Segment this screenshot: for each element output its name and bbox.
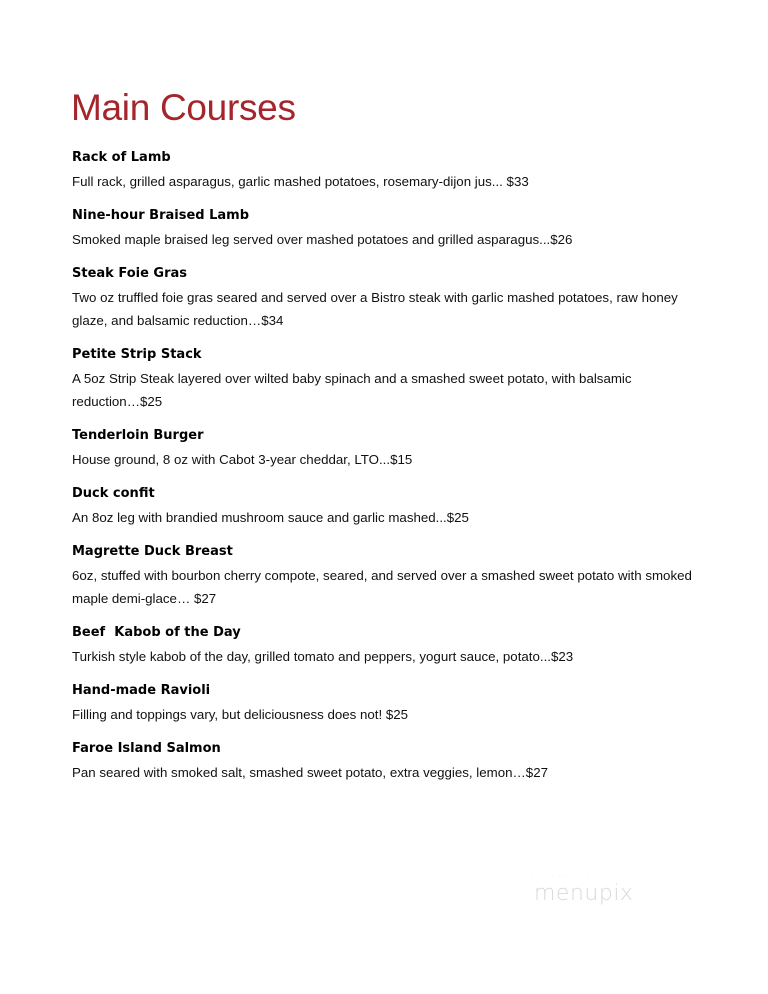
item-name: Magrette Duck Breast: [72, 544, 233, 559]
item-name: Petite Strip Stack: [72, 347, 202, 362]
menu-item: [72, 262, 712, 332]
item-name: Faroe Island Salmon: [72, 741, 221, 756]
item-name: Tenderloin Burger: [72, 428, 204, 443]
menu-list: [72, 146, 712, 795]
menu-item: [72, 146, 712, 193]
item-description: A 5oz Strip Steak layered over wilted baby spinach and a smashed sweet potato, with balsamic reduction…$25: [72, 371, 632, 409]
item-description: Pan seared with smoked salt, smashed sweet potato, extra veggies, lemon…$27: [72, 765, 548, 780]
menu-item: [72, 424, 712, 471]
item-name: Hand-made Ravioli: [72, 683, 211, 698]
menu-item: [72, 621, 712, 668]
page-title: Main Courses: [71, 87, 296, 128]
item-description: 6oz, stuffed with bourbon cherry compote, seared, and served over a smashed sweet potato with smoked maple demi-glace… $27: [72, 568, 692, 606]
menu-item: [72, 343, 712, 413]
item-name: Duck confit: [72, 486, 155, 501]
item-description: Two oz truffled foie gras seared and served over a Bistro steak with garlic mashed potatoes, raw honey glaze, and balsamic reduction…$34: [72, 290, 678, 328]
menupix-watermark: [530, 872, 633, 906]
menupix-logo: menupix: [534, 881, 634, 906]
menu-item: [72, 679, 712, 726]
menu-item: [72, 204, 712, 251]
item-description: An 8oz leg with brandied mushroom sauce and garlic mashed...$25: [72, 510, 469, 525]
watermark-tagline-mark: · · · · · · · · · · · · ·: [530, 872, 619, 881]
menu-item: [72, 540, 712, 610]
item-description: Full rack, grilled asparagus, garlic mashed potatoes, rosemary-dijon jus... $33: [72, 174, 529, 189]
menu-item: [72, 737, 712, 784]
item-name: Rack of Lamb: [72, 150, 171, 165]
item-description: Filling and toppings vary, but deliciousness does not! $25: [72, 707, 409, 722]
item-description: House ground, 8 oz with Cabot 3-year cheddar, LTO...$15: [72, 452, 413, 467]
item-description: Turkish style kabob of the day, grilled tomato and peppers, yogurt sauce, potato...$23: [72, 649, 574, 664]
menu-item: [72, 482, 712, 529]
item-name: Steak Foie Gras: [72, 266, 188, 281]
item-description: Smoked maple braised leg served over mashed potatoes and grilled asparagus...$26: [72, 232, 573, 247]
item-name: Nine-hour Braised Lamb: [72, 208, 250, 223]
item-name: Beef Kabob of the Day: [72, 625, 241, 640]
